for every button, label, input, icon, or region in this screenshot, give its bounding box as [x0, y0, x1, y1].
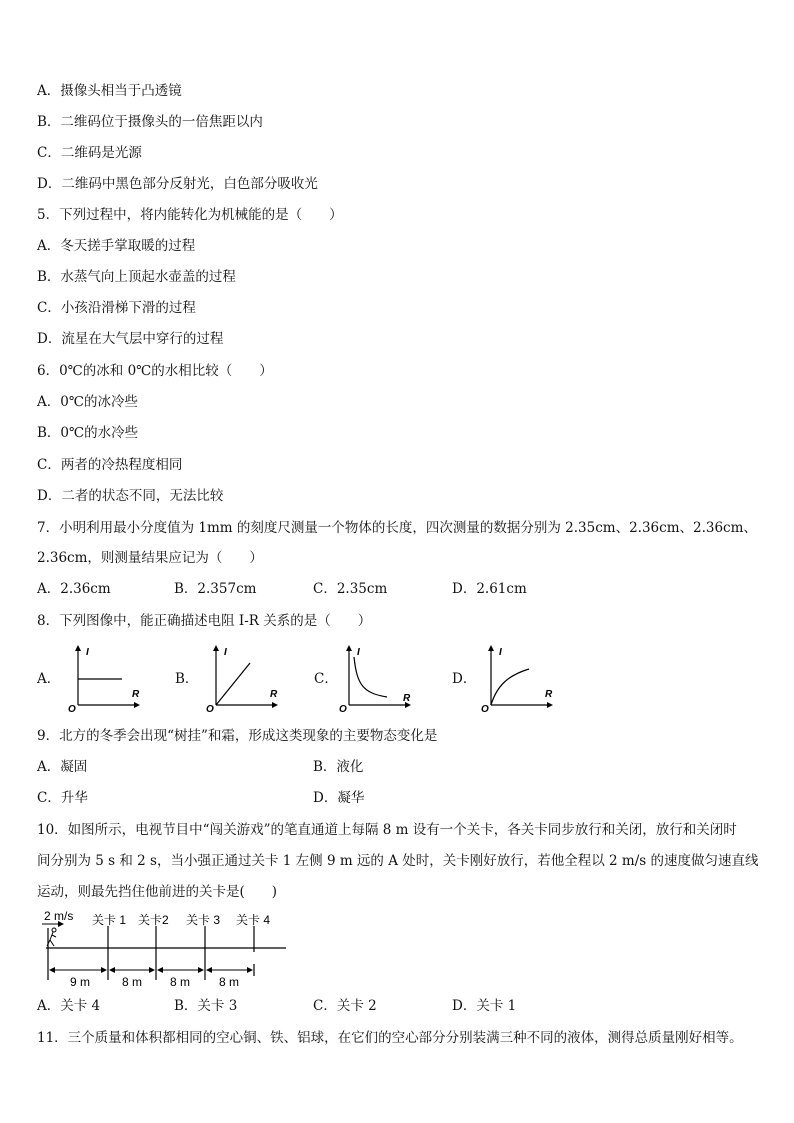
q6-option-c: C．两者的冷热程度相同	[37, 457, 183, 473]
q7-option-c: C．2.35cm	[313, 581, 388, 597]
q10-option-d: D．关卡 1	[452, 998, 517, 1014]
q10-gate-2: 关卡2	[138, 913, 169, 927]
q8-a-axis-x: R	[132, 689, 140, 700]
q10-speed-label: 2 m/s	[44, 909, 74, 923]
q10-option-b: B．关卡 3	[174, 998, 238, 1014]
q8-c-origin: O	[339, 704, 347, 713]
q9-option-b: B．液化	[313, 759, 364, 775]
q10-gate-4: 关卡 4	[236, 913, 271, 927]
q10-stem-line2: 间分别为 5 s 和 2 s，当小强正通过关卡 1 左侧 9 m 远的 A 处时，关卡刚好放行，若他全程以 2 m/s 的速度做匀速直线	[37, 853, 759, 869]
q8-a-axis-y: I	[86, 647, 89, 658]
q9-stem: 9．北方的冬季会出现“树挂”和霜，形成这类现象的主要物态变化是	[37, 728, 438, 744]
q5-option-a: A．冬天搓手掌取暖的过程	[37, 238, 196, 254]
q8-label-c: C．	[314, 671, 338, 687]
q10-dist-3: 8 m	[170, 975, 191, 989]
q6-option-d: D．二者的状态不同，无法比较	[37, 488, 224, 504]
q5-option-b: B．水蒸气向上顶起水壶盖的过程	[37, 269, 236, 285]
q6-stem: 6．0℃的冰和 0℃的水相比较（ ）	[37, 363, 273, 379]
q8-a-origin: O	[68, 704, 76, 713]
q10-stem-line3: 运动，则最先挡住他前进的关卡是( )	[37, 884, 278, 900]
q10-gate-1: 关卡 1	[92, 913, 127, 927]
q9-option-d: D．凝华	[313, 790, 365, 806]
q4-option-a: A．摄像头相当于凸透镜	[37, 83, 182, 99]
q8-label-d: D．	[452, 671, 477, 687]
q7-option-a: A．2.36cm	[37, 581, 111, 597]
q8-graph-a	[62, 645, 142, 713]
q5-option-d: D．流星在大气层中穿行的过程	[37, 331, 224, 347]
q7-option-d: D．2.61cm	[452, 581, 527, 597]
q8-c-axis-y: I	[357, 647, 360, 658]
q8-b-axis-y: I	[224, 647, 227, 658]
q6-option-b: B．0℃的水冷些	[37, 425, 139, 441]
q10-option-a: A．关卡 4	[37, 998, 101, 1014]
q4-option-c: C．二维码是光源	[37, 145, 142, 161]
q8-stem: 8．下列图像中，能正确描述电阻 I-R 关系的是（ ）	[37, 613, 372, 629]
q8-d-origin: O	[481, 704, 489, 713]
q4-option-d: D．二维码中黑色部分反射光，白色部分吸收光	[37, 176, 318, 192]
q7-stem-line1: 7．小明利用最小分度值为 1mm 的刻度尺测量一个物体的长度，四次测量的数据分别为 2.35cm、2.36cm、2.36cm、	[37, 520, 757, 536]
q6-option-a: A．0℃的冰冷些	[37, 394, 138, 410]
q9-option-a: A．凝固	[37, 759, 88, 775]
q9-option-c: C．升华	[37, 790, 88, 806]
q10-dist-4: 8 m	[219, 975, 240, 989]
q8-graph-b	[200, 645, 280, 713]
q8-graph-d	[477, 645, 557, 713]
q10-stem-line1: 10．如图所示，电视节目中“闯关游戏”的笔直通道上每隔 8 m 设有一个关卡，各关卡同步放行和关闭，放行和关闭时	[37, 822, 737, 838]
q11-stem: 11．三个质量和体积都相同的空心铜、铁、铝球，在它们的空心部分分别装满三种不同的液体，测得总质量刚好相等。	[37, 1030, 743, 1046]
q8-d-axis-y: I	[499, 647, 502, 658]
q10-dist-2: 8 m	[122, 975, 143, 989]
q8-b-axis-x: R	[270, 689, 278, 700]
q10-option-c: C．关卡 2	[313, 998, 377, 1014]
q8-c-axis-x: R	[403, 693, 411, 704]
q7-option-b: B．2.357cm	[174, 581, 257, 597]
q8-graph-c	[337, 645, 417, 713]
q8-label-a: A．	[37, 671, 61, 687]
q4-option-b: B．二维码位于摄像头的一倍焦距以内	[37, 114, 263, 130]
q8-b-origin: O	[206, 704, 214, 713]
q10-dist-1: 9 m	[70, 975, 91, 989]
q5-option-c: C．小孩沿滑梯下滑的过程	[37, 300, 196, 316]
q10-figure	[34, 906, 294, 992]
q5-stem: 5．下列过程中，将内能转化为机械能的是（ ）	[37, 207, 343, 223]
q8-d-axis-x: R	[545, 689, 553, 700]
q7-stem-line2: 2.36cm，则测量结果应记为（ ）	[37, 550, 263, 566]
q10-gate-3: 关卡 3	[186, 913, 221, 927]
q8-label-b: B．	[175, 671, 199, 687]
